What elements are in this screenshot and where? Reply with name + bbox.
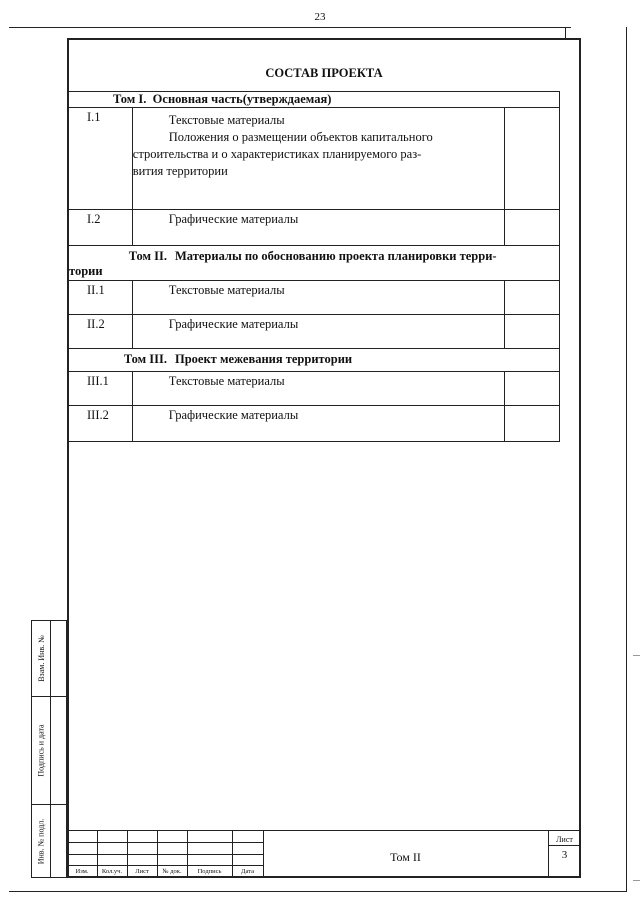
col-label: Подпись xyxy=(197,868,222,875)
item-label: Графические материалы xyxy=(168,212,299,226)
title-block xyxy=(67,830,581,878)
item-mark-cell xyxy=(505,210,560,246)
item-code: I.1 xyxy=(69,108,133,210)
item-code: III.2 xyxy=(69,406,133,442)
item-code: II.2 xyxy=(69,315,133,349)
volume-name: Основная часть(утверждаемая) xyxy=(152,92,332,106)
sheet-label: Лист xyxy=(556,835,573,844)
section-header-row xyxy=(69,246,560,281)
sheet-number: 3 xyxy=(561,849,568,861)
document-title: СОСТАВ ПРОЕКТА xyxy=(265,66,383,80)
sheet-box-divider xyxy=(548,845,581,846)
item-mark-cell xyxy=(505,108,560,210)
sign-date-label: Подпись и дата xyxy=(36,723,46,777)
side-stamp-cell xyxy=(32,696,50,804)
item-detail-line: строительства и о характеристиках планируемого раз- xyxy=(132,146,422,161)
section-heading xyxy=(69,92,560,108)
section-header-row xyxy=(69,92,560,108)
table-row xyxy=(69,372,560,406)
item-description xyxy=(132,406,505,442)
volume-number: Том II. xyxy=(128,249,167,263)
item-label: Графические материалы xyxy=(168,317,299,331)
col-label: Изм. xyxy=(75,868,89,875)
col-label: № док. xyxy=(162,868,182,875)
side-stamp-cell xyxy=(32,804,50,879)
item-code: I.2 xyxy=(69,210,133,246)
item-code: II.1 xyxy=(69,281,133,315)
scan-mark xyxy=(633,655,640,656)
table-row xyxy=(69,108,560,210)
volume-number: Том III. xyxy=(123,352,167,366)
page-number: 23 xyxy=(314,11,326,23)
inv-replace-label: Взам. Инв. № xyxy=(36,635,46,682)
item-label: Текстовые материалы xyxy=(168,283,285,297)
item-description xyxy=(132,108,505,210)
item-detail-line: вития территории xyxy=(132,163,228,178)
col-label: Дата xyxy=(241,868,254,875)
contents-table xyxy=(68,91,560,442)
side-stamp xyxy=(31,620,67,878)
table-row xyxy=(69,406,560,442)
section-heading xyxy=(69,246,560,281)
col-label: Лист xyxy=(135,868,149,875)
section-header-row xyxy=(69,349,560,372)
section-heading xyxy=(69,349,560,372)
document-name: Том II xyxy=(390,850,421,864)
item-description xyxy=(132,315,505,349)
scan-mark xyxy=(633,880,640,881)
table-row xyxy=(69,281,560,315)
item-mark-cell xyxy=(505,315,560,349)
item-mark-cell xyxy=(505,372,560,406)
item-mark-cell xyxy=(505,406,560,442)
volume-name: Материалы по обоснованию проекта планировки терри- xyxy=(175,249,497,263)
volume-name: Проект межевания территории xyxy=(175,352,353,366)
volume-number: Том I. xyxy=(113,92,147,106)
item-description xyxy=(132,210,505,246)
table-row xyxy=(69,210,560,246)
item-label: Графические материалы xyxy=(168,408,299,422)
item-label: Текстовые материалы xyxy=(168,374,285,388)
table-row xyxy=(69,315,560,349)
item-code: III.1 xyxy=(69,372,133,406)
title-block-top-line xyxy=(263,830,581,831)
item-description xyxy=(132,372,505,406)
revision-grid xyxy=(67,830,264,878)
volume-name-continued: тории xyxy=(69,264,103,278)
item-label: Текстовые материалы xyxy=(168,113,285,127)
inv-original-label: Инв. № подл. xyxy=(36,818,46,865)
item-detail-line: Положения о размещении объектов капитального xyxy=(168,129,433,144)
item-description xyxy=(132,281,505,315)
side-stamp-cell xyxy=(32,621,50,696)
item-mark-cell xyxy=(505,281,560,315)
col-label: Кол.уч. xyxy=(101,868,123,875)
